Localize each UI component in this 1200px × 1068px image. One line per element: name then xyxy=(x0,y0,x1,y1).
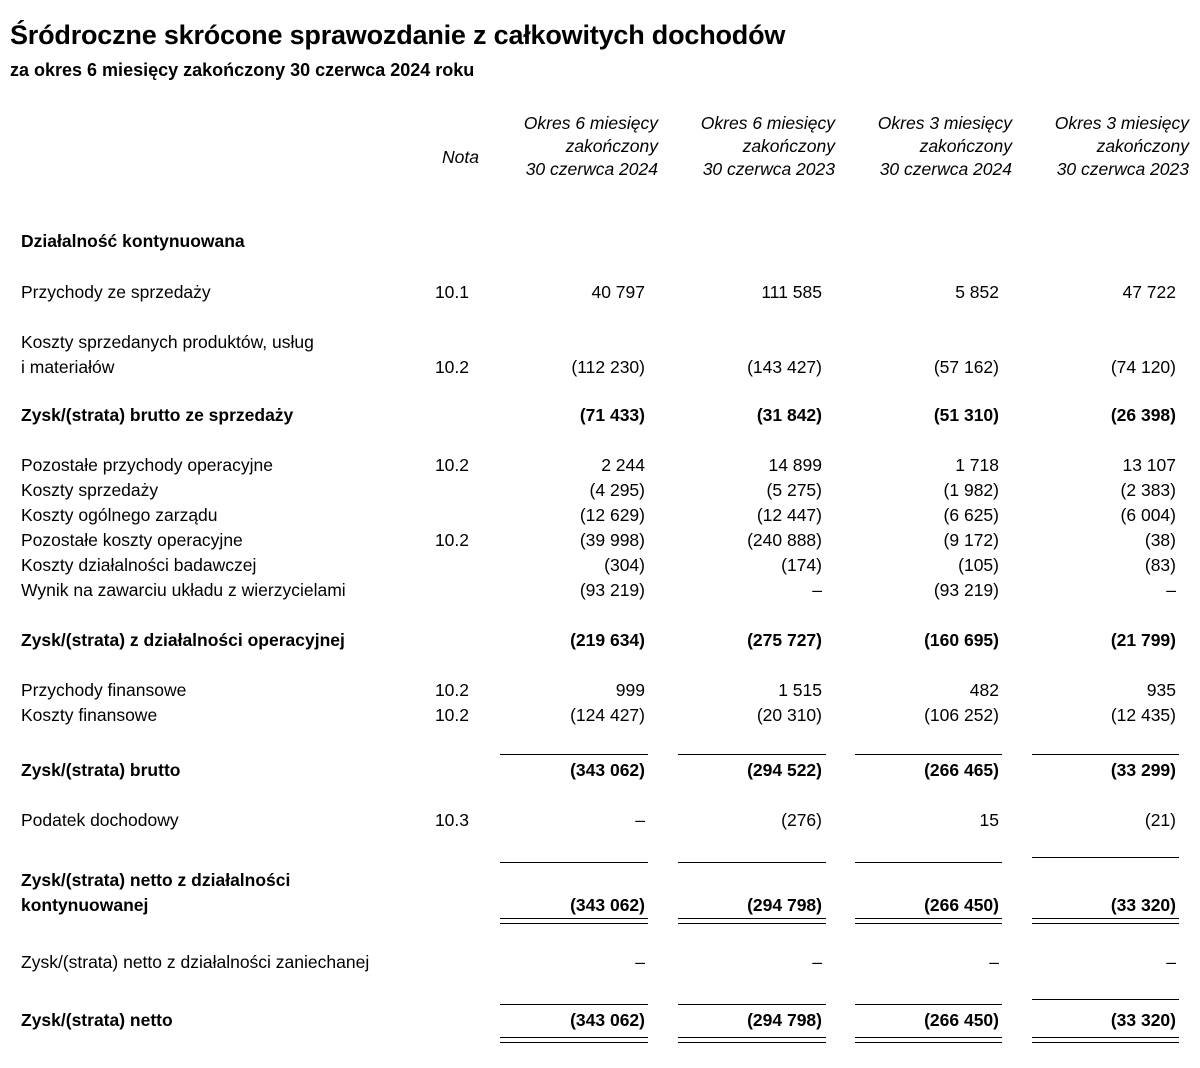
row-value: (4 295) xyxy=(589,480,645,500)
rule-line xyxy=(678,1004,826,1005)
row-value: (31 842) xyxy=(756,405,822,425)
row-note: 10.2 xyxy=(434,530,469,550)
row-label: kontynuowanej xyxy=(21,895,149,915)
rule-line xyxy=(1032,1037,1179,1038)
row-value: (6 625) xyxy=(943,505,999,525)
row-value: (21) xyxy=(1144,810,1176,830)
row-value: – xyxy=(1166,580,1176,600)
row-value: – xyxy=(635,810,645,830)
row-label: Koszty finansowe xyxy=(21,705,158,725)
row-value: (51 310) xyxy=(933,405,999,425)
row-label: Zysk/(strata) netto z działalności xyxy=(21,870,291,890)
row-value: (219 634) xyxy=(570,630,645,650)
row-value: (266 450) xyxy=(924,895,999,915)
row-note: 10.2 xyxy=(434,705,469,725)
row-value: (33 320) xyxy=(1110,895,1176,915)
row-label: Zysk/(strata) netto z działalności zaniechanej xyxy=(21,952,370,972)
row-value: 13 107 xyxy=(1122,455,1176,475)
row-label: Pozostałe przychody operacyjne xyxy=(21,455,273,475)
rule-line xyxy=(855,1004,1002,1005)
row-value: 40 797 xyxy=(591,282,645,302)
column-header-2: Okres 6 miesięcy zakończony 30 czerwca 2023 xyxy=(700,113,835,179)
row-label: Przychody ze sprzedaży xyxy=(21,282,211,302)
row-value: (33 320) xyxy=(1110,1010,1176,1030)
row-value: (343 062) xyxy=(570,895,645,915)
row-label: Koszty ogólnego zarządu xyxy=(21,505,218,525)
row-value: (294 798) xyxy=(747,895,822,915)
row-value: (343 062) xyxy=(570,760,645,780)
row-value: – xyxy=(989,952,999,972)
row-value: (124 427) xyxy=(570,705,645,725)
row-value: (143 427) xyxy=(747,357,822,377)
row-value: (294 522) xyxy=(747,760,822,780)
row-value: 1 515 xyxy=(778,680,822,700)
row-value: 999 xyxy=(615,680,645,700)
row-value: 935 xyxy=(1146,680,1176,700)
row-value: (2 383) xyxy=(1120,480,1176,500)
row-value: (343 062) xyxy=(570,1010,645,1030)
rule-line xyxy=(678,1042,826,1043)
row-value: (12 435) xyxy=(1110,705,1176,725)
row-value: (57 162) xyxy=(933,357,999,377)
row-note: 10.2 xyxy=(434,357,469,377)
rule-line xyxy=(855,923,1002,924)
row-label: Koszty sprzedaży xyxy=(21,480,159,500)
rule-line xyxy=(1032,918,1179,919)
rule-line xyxy=(678,923,826,924)
column-header-4: Okres 3 miesięcy zakończony 30 czerwca 2023 xyxy=(1054,113,1189,179)
row-value: (294 798) xyxy=(747,1010,822,1030)
column-header-3: Okres 3 miesięcy zakończony 30 czerwca 2024 xyxy=(877,113,1012,179)
row-value: (20 310) xyxy=(756,705,822,725)
row-value: (26 398) xyxy=(1110,405,1176,425)
statement-title: Śródroczne skrócone sprawozdanie z całkowitych dochodów xyxy=(10,20,786,50)
row-value: (93 219) xyxy=(579,580,645,600)
column-header-1: Okres 6 miesięcy zakończony 30 czerwca 2024 xyxy=(523,113,658,179)
row-note: 10.1 xyxy=(434,282,469,302)
rule-line xyxy=(855,754,1002,755)
row-value: (266 465) xyxy=(924,760,999,780)
row-value: 5 852 xyxy=(955,282,999,302)
rule-line xyxy=(500,923,648,924)
rule-line xyxy=(500,1042,648,1043)
row-value: (275 727) xyxy=(747,630,822,650)
row-note: 10.3 xyxy=(434,810,469,830)
rule-line xyxy=(500,754,648,755)
rule-line xyxy=(678,918,826,919)
row-value: (105) xyxy=(958,555,999,575)
row-value: (160 695) xyxy=(924,630,999,650)
row-value: (9 172) xyxy=(943,530,999,550)
rule-line xyxy=(678,754,826,755)
row-value: (71 433) xyxy=(579,405,645,425)
row-label: Pozostałe koszty operacyjne xyxy=(21,530,243,550)
rule-line xyxy=(500,918,648,919)
row-label: Zysk/(strata) brutto xyxy=(21,760,181,780)
row-label: Wynik na zawarciu układu z wierzycielami xyxy=(21,580,346,600)
row-value: (5 275) xyxy=(766,480,822,500)
row-value: 2 244 xyxy=(601,455,645,475)
row-value: – xyxy=(635,952,645,972)
row-note: 10.2 xyxy=(434,455,469,475)
statement-subtitle: za okres 6 miesięcy zakończony 30 czerwca 2024 roku xyxy=(10,60,475,80)
rule-line xyxy=(500,862,648,863)
row-value: (174) xyxy=(781,555,822,575)
rule-line xyxy=(855,862,1002,863)
row-value: (12 447) xyxy=(756,505,822,525)
row-label: i materiałów xyxy=(21,357,115,377)
row-value: (1 982) xyxy=(943,480,999,500)
row-value: 482 xyxy=(969,680,999,700)
row-note: 10.2 xyxy=(434,680,469,700)
row-value: (266 450) xyxy=(924,1010,999,1030)
row-value: – xyxy=(812,952,822,972)
rule-line xyxy=(855,1037,1002,1038)
row-label: Koszty działalności badawczej xyxy=(21,555,257,575)
row-value: (38) xyxy=(1144,530,1176,550)
row-value: 47 722 xyxy=(1122,282,1176,302)
rule-line xyxy=(1032,857,1179,858)
row-label: Przychody finansowe xyxy=(21,680,187,700)
row-value: (74 120) xyxy=(1110,357,1176,377)
row-label: Zysk/(strata) z działalności operacyjnej xyxy=(21,630,345,650)
rule-line xyxy=(1032,923,1179,924)
rule-line xyxy=(1032,1042,1179,1043)
row-value: (112 230) xyxy=(571,357,645,377)
row-value: 1 718 xyxy=(955,455,999,475)
row-value: (12 629) xyxy=(579,505,645,525)
row-label: Koszty sprzedanych produktów, usług xyxy=(21,332,314,352)
row-label: Zysk/(strata) brutto ze sprzedaży xyxy=(21,405,294,425)
rule-line xyxy=(500,1037,648,1038)
row-value: (39 998) xyxy=(579,530,645,550)
row-value: (276) xyxy=(781,810,822,830)
row-label: Zysk/(strata) netto xyxy=(21,1010,173,1030)
rule-line xyxy=(500,1004,648,1005)
row-value: – xyxy=(812,580,822,600)
rule-line xyxy=(678,1037,826,1038)
row-value: (240 888) xyxy=(747,530,822,550)
row-value: (6 004) xyxy=(1120,505,1176,525)
row-value: (21 799) xyxy=(1110,630,1176,650)
row-label: Podatek dochodowy xyxy=(21,810,179,830)
rule-line xyxy=(855,1042,1002,1043)
rule-line xyxy=(1032,754,1179,755)
rule-line xyxy=(1032,999,1179,1000)
rule-line xyxy=(678,862,826,863)
row-value: (93 219) xyxy=(933,580,999,600)
row-value: 14 899 xyxy=(768,455,822,475)
row-value: (83) xyxy=(1144,555,1176,575)
row-value: – xyxy=(1166,952,1176,972)
rule-line xyxy=(855,918,1002,919)
row-value: (106 252) xyxy=(924,705,999,725)
row-value: 15 xyxy=(979,810,999,830)
header-nota: Nota xyxy=(442,147,479,167)
row-value: 111 585 xyxy=(761,282,822,302)
row-value: (33 299) xyxy=(1110,760,1176,780)
row-value: (304) xyxy=(604,555,645,575)
